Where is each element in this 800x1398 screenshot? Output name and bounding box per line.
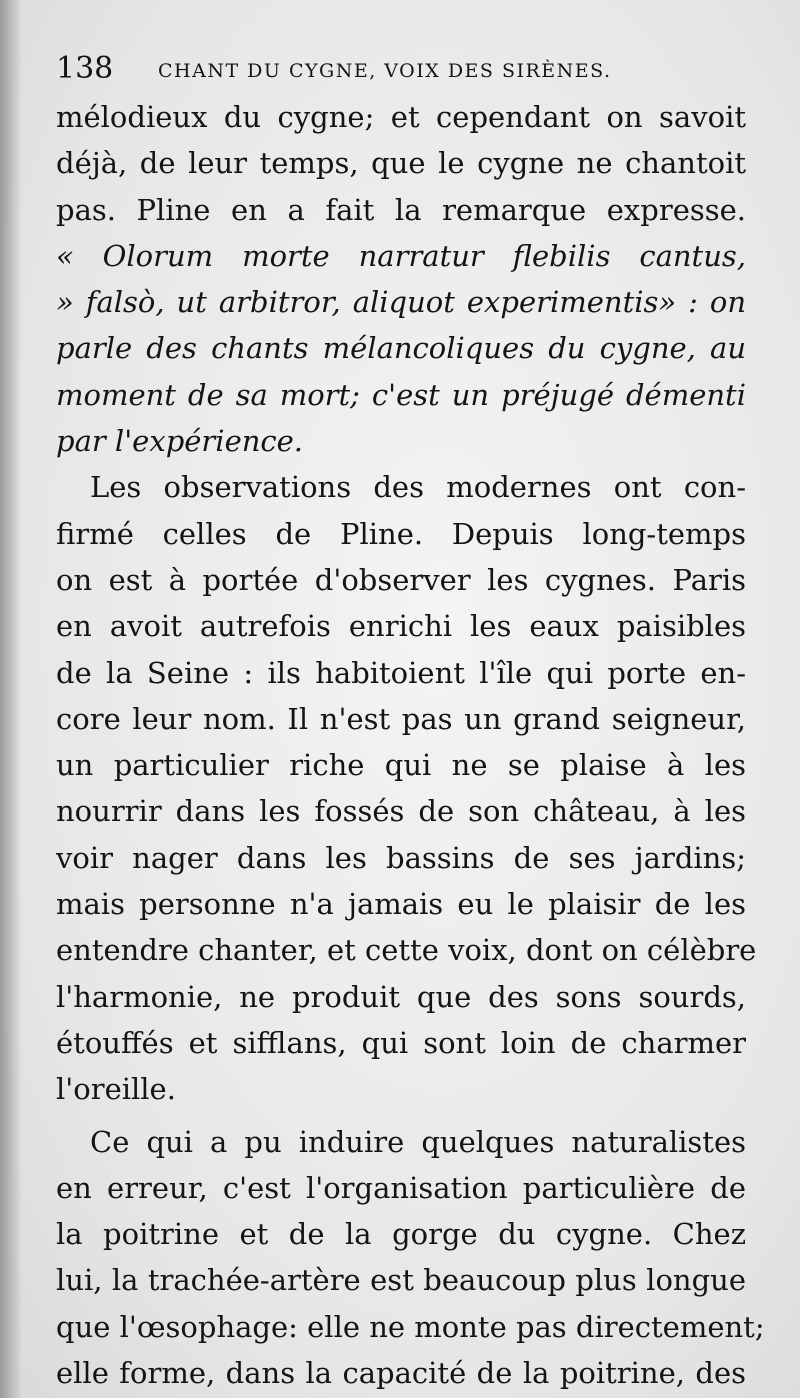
text-line: lui, la trachée-artère est beaucoup plus longue bbox=[56, 1263, 746, 1298]
text-line: Ce qui a pu induire quelques naturalistes bbox=[90, 1124, 746, 1159]
text-line: en avoit autrefois enrichi les eaux paisibles bbox=[56, 609, 746, 644]
text-line: la poitrine et de la gorge du cygne. Chez bbox=[56, 1217, 746, 1252]
text-line: elle forme, dans la capacité de la poitrine, des bbox=[56, 1356, 746, 1391]
quotation-line: « Olorum morte narratur flebilis cantus, bbox=[56, 238, 746, 273]
page-header bbox=[56, 52, 756, 92]
text-line: un particulier riche qui ne se plaise à les bbox=[56, 748, 746, 783]
quotation-line: par l'expérience. bbox=[56, 424, 304, 459]
text-line: l'harmonie, ne produit que des sons sourds, bbox=[56, 979, 746, 1014]
text-line: mais personne n'a jamais eu le plaisir de les bbox=[56, 887, 746, 922]
quotation-line: moment de sa mort; c'est un préjugé démenti bbox=[56, 377, 746, 412]
text-line: nourrir dans les fossés de son château, à les bbox=[56, 794, 746, 829]
text-line: étouffés et sifflans, qui sont loin de charmer bbox=[56, 1025, 746, 1060]
text-line: Les observations des modernes ont con- bbox=[90, 470, 746, 505]
text-line: en erreur, c'est l'organisation particulière de bbox=[56, 1170, 746, 1205]
text-line: core leur nom. Il n'est pas un grand seigneur, bbox=[56, 701, 746, 736]
page-number: 138 bbox=[56, 51, 114, 86]
text-line: voir nager dans les bassins de ses jardins; bbox=[56, 840, 746, 875]
body-text bbox=[56, 94, 765, 1396]
text-line: que l'œsophage: elle ne monte pas directement; bbox=[56, 1309, 765, 1344]
quotation-line: parle des chants mélancoliques du cygne, au bbox=[56, 331, 746, 366]
text-line: mélodieux du cygne; et cependant on savoit bbox=[56, 100, 746, 134]
text-line: entendre chanter, et cette voix, dont on célèbre bbox=[56, 933, 757, 968]
quotation-line: » falsò, ut arbitror, aliquot experimentis» : on bbox=[56, 285, 746, 320]
text-line: on est à portée d'observer les cygnes. Paris bbox=[56, 562, 746, 597]
text-line: déjà, de leur temps, que le cygne ne chantoit bbox=[56, 146, 746, 181]
text-line: l'oreille. bbox=[56, 1072, 176, 1107]
text-line: firmé celles de Pline. Depuis long-temps bbox=[56, 516, 746, 551]
text-line: de la Seine : ils habitoient l'île qui porte en- bbox=[56, 655, 746, 690]
binding-shadow bbox=[0, 0, 22, 1398]
running-title: CHANT DU CYGNE, VOIX DES SIRÈNES. bbox=[158, 60, 612, 82]
text-line: pas. Pline en a fait la remarque expresse. bbox=[56, 192, 746, 227]
